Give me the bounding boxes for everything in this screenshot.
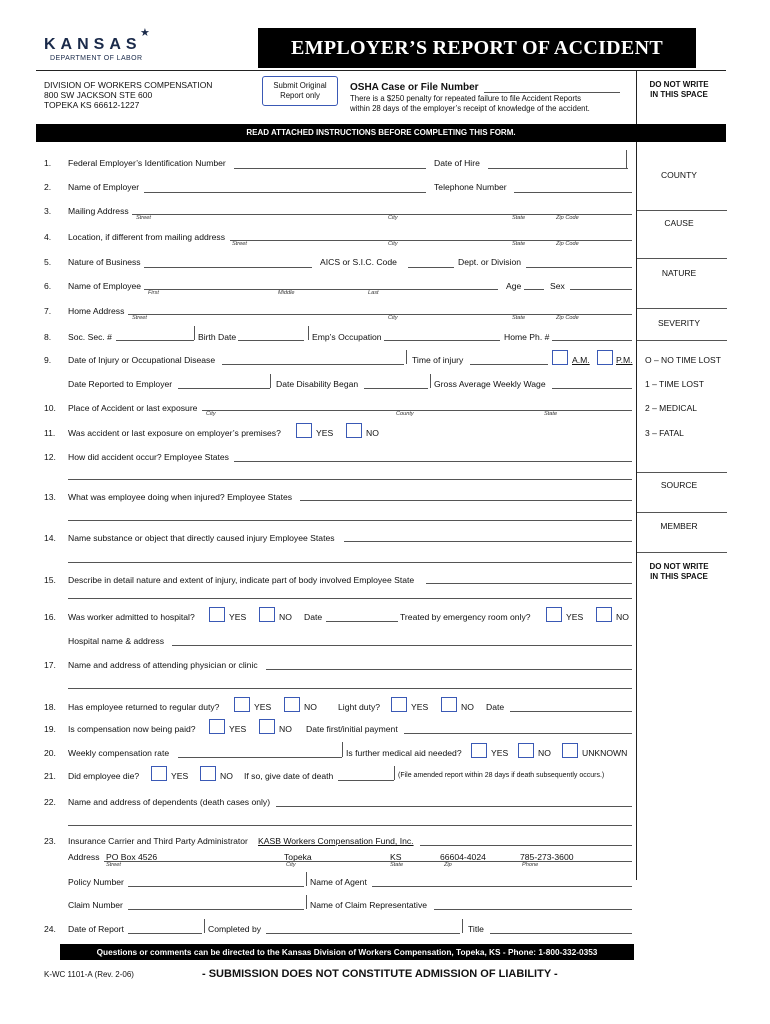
pm-checkbox[interactable] — [597, 350, 613, 365]
item-number: 4. — [44, 232, 52, 242]
item-number: 24. — [44, 924, 56, 934]
cause-label: CAUSE — [664, 218, 694, 228]
field-tick — [308, 326, 309, 340]
osha-label: OSHA Case or File Number — [350, 82, 479, 93]
item-number: 10. — [44, 403, 56, 413]
birth-date-label: Birth Date — [198, 332, 237, 342]
injury-description-label: Describe in detail nature and extent of injury, indicate part of body involved Employee State — [68, 575, 415, 585]
employee-died-label: Did employee die? — [68, 771, 140, 781]
carrier-zip-value: 66604-4024 — [440, 852, 486, 862]
telephone-label: Telephone Number — [434, 182, 507, 192]
yes-label: YES — [316, 428, 334, 438]
severity-label: SEVERITY — [657, 318, 701, 328]
employee-name-label: Name of Employee — [68, 281, 142, 291]
claim-number-label: Claim Number — [68, 900, 123, 910]
insurance-carrier-value: KASB Workers Compensation Fund, Inc. — [258, 836, 414, 846]
state-sublabel: State — [512, 215, 526, 221]
employer-name-label: Name of Employer — [68, 182, 140, 192]
substance-field-2[interactable] — [68, 562, 632, 563]
employee-doing-label: What was employee doing when injured? Employee States — [68, 492, 293, 502]
city-sublabel: City — [388, 215, 398, 221]
no-label: NO — [616, 612, 629, 622]
rc-divider — [637, 552, 727, 553]
medical-aid-unknown-checkbox[interactable] — [562, 743, 578, 758]
date-of-death-field[interactable] — [338, 780, 394, 781]
severity-code-1: 1 – TIME LOST — [645, 379, 704, 389]
state-sublabel: State — [512, 315, 526, 321]
regular-duty-yes-checkbox[interactable] — [234, 697, 250, 712]
no-label: NO — [366, 428, 379, 438]
item-number: 1. — [44, 158, 52, 168]
er-no-checkbox[interactable] — [596, 607, 612, 622]
substance-label: Name substance or object that directly caused injury Employee States — [68, 533, 335, 543]
hospital-admitted-label: Was worker admitted to hospital? — [68, 612, 195, 622]
hospital-date-field[interactable] — [326, 621, 398, 622]
form-title: EMPLOYER’S REPORT OF ACCIDENT — [258, 28, 696, 68]
county-sublabel: County — [396, 411, 414, 417]
field-tick — [430, 374, 431, 388]
sic-code-field[interactable] — [408, 267, 454, 268]
how-accident-field-2[interactable] — [68, 479, 632, 480]
ssn-label: Soc. Sec. # — [68, 332, 112, 342]
rc-divider — [637, 512, 727, 513]
street-sublabel: Street — [232, 241, 247, 247]
completed-by-label: Completed by — [208, 924, 262, 934]
osha-number-field[interactable] — [484, 92, 620, 93]
instructions-band: READ ATTACHED INSTRUCTIONS BEFORE COMPLETING THIS FORM. — [36, 124, 726, 142]
item-number: 8. — [44, 332, 52, 342]
item-number: 7. — [44, 306, 52, 316]
field-tick — [270, 374, 271, 388]
item-number: 13. — [44, 492, 56, 502]
date-of-report-field[interactable] — [128, 933, 202, 934]
first-payment-field[interactable] — [404, 733, 632, 734]
yes-label: YES — [229, 724, 247, 734]
age-field[interactable] — [524, 289, 544, 290]
division-address: DIVISION OF WORKERS COMPENSATION 800 SW JACKSON STE 600 TOPEKA KS 66612-1227 — [44, 80, 213, 110]
rc-divider — [637, 258, 727, 259]
died-yes-checkbox[interactable] — [151, 766, 167, 781]
city-sublabel: City — [206, 411, 216, 417]
occupation-field[interactable] — [384, 340, 500, 341]
osha-penalty-note: There is a $250 penalty for repeated failure to file Accident Reports within 28 days of the employer’s receipt of knowledge of the accident. — [350, 94, 590, 113]
hospital-date-label: Date — [304, 612, 323, 622]
sex-label: Sex — [550, 281, 565, 291]
physician-field-2[interactable] — [68, 688, 632, 689]
place-of-accident-field[interactable] — [202, 410, 632, 411]
sex-field[interactable] — [570, 289, 632, 290]
weekly-rate-field[interactable] — [178, 757, 342, 758]
employee-doing-field-2[interactable] — [68, 520, 632, 521]
hospital-yes-checkbox[interactable] — [209, 607, 225, 622]
yes-label: YES — [171, 771, 189, 781]
agent-name-field[interactable] — [372, 886, 632, 887]
middle-sublabel: Middle — [278, 290, 295, 296]
item-number: 15. — [44, 575, 56, 585]
claim-number-field[interactable] — [128, 909, 304, 910]
regular-duty-no-checkbox[interactable] — [284, 697, 300, 712]
item-number: 12. — [44, 452, 56, 462]
item-number: 18. — [44, 702, 56, 712]
compensation-no-checkbox[interactable] — [259, 719, 275, 734]
item-number: 22. — [44, 797, 56, 807]
right-column-divider — [636, 70, 637, 880]
do-not-write-bottom: DO NOT WRITE IN THIS SPACE — [649, 562, 709, 581]
item-number: 16. — [44, 612, 56, 622]
place-of-accident-label: Place of Accident or last exposure — [68, 403, 198, 413]
field-tick — [462, 919, 463, 933]
birth-date-field[interactable] — [238, 340, 304, 341]
date-of-hire-field[interactable] — [488, 168, 628, 169]
fein-label: Federal Employer’s Identification Number — [68, 158, 226, 168]
source-label: SOURCE — [660, 480, 698, 490]
kansas-logo: KANSAS — [44, 36, 142, 53]
hospital-no-checkbox[interactable] — [259, 607, 275, 622]
weekly-wage-field[interactable] — [552, 388, 632, 389]
telephone-field[interactable] — [514, 192, 632, 193]
time-of-injury-field[interactable] — [470, 364, 548, 365]
header-divider — [36, 70, 726, 71]
do-not-write-top: DO NOT WRITE IN THIS SPACE — [649, 80, 709, 99]
dept-division-label: Dept. or Division — [458, 257, 522, 267]
er-yes-checkbox[interactable] — [546, 607, 562, 622]
severity-code-3: 3 – FATAL — [645, 428, 684, 438]
item-number: 17. — [44, 660, 56, 670]
light-duty-yes-checkbox[interactable] — [391, 697, 407, 712]
nature-of-business-label: Nature of Business — [68, 257, 141, 267]
regular-duty-label: Has employee returned to regular duty? — [68, 702, 220, 712]
fein-field[interactable] — [234, 168, 426, 169]
mailing-address-label: Mailing Address — [68, 206, 129, 216]
submit-original-box: Submit Original Report only — [262, 76, 338, 106]
field-tick — [204, 919, 205, 933]
light-duty-label: Light duty? — [338, 702, 381, 712]
return-date-field[interactable] — [510, 711, 632, 712]
amended-report-note: (File amended report within 28 days if death subsequently occurs.) — [398, 772, 605, 779]
weekly-wage-label: Gross Average Weekly Wage — [434, 379, 546, 389]
carrier-address-field[interactable] — [104, 861, 632, 862]
rc-divider — [637, 340, 727, 341]
field-tick — [194, 326, 195, 340]
county-label: COUNTY — [661, 170, 697, 180]
injury-description-field[interactable] — [426, 583, 632, 584]
field-tick — [406, 350, 407, 364]
field-tick — [306, 872, 307, 886]
yes-label: YES — [491, 748, 509, 758]
return-date-label: Date — [486, 702, 505, 712]
star-icon: ★ — [140, 27, 150, 39]
no-label: NO — [279, 612, 292, 622]
nature-of-business-field[interactable] — [144, 267, 312, 268]
am-label: A.M. — [572, 355, 590, 365]
dept-division-field[interactable] — [526, 267, 632, 268]
item-number: 21. — [44, 771, 56, 781]
dependents-label: Name and address of dependents (death cases only) — [68, 797, 271, 807]
date-of-hire-label: Date of Hire — [434, 158, 480, 168]
weekly-rate-label: Weekly compensation rate — [68, 748, 170, 758]
no-label: NO — [220, 771, 233, 781]
zip-sublabel: Zip Code — [556, 315, 579, 321]
state-sublabel: State — [544, 411, 558, 417]
died-no-checkbox[interactable] — [200, 766, 216, 781]
last-sublabel: Last — [368, 290, 379, 296]
yes-label: YES — [229, 612, 247, 622]
city-sublabel: City — [388, 315, 398, 321]
department-name: DEPARTMENT OF LABOR — [50, 55, 143, 62]
premises-question: Was accident or last exposure on employer’s premises? — [68, 428, 281, 438]
city-sublabel: City — [388, 241, 398, 247]
item-number: 2. — [44, 182, 52, 192]
medical-aid-no-checkbox[interactable] — [518, 743, 534, 758]
completed-by-field[interactable] — [266, 933, 460, 934]
state-sublabel: State — [390, 862, 404, 868]
pm-label: P.M. — [616, 355, 633, 365]
zip-sublabel: Zip Code — [556, 215, 579, 221]
item-number: 3. — [44, 206, 52, 216]
item-number: 14. — [44, 533, 56, 543]
time-of-injury-label: Time of injury — [412, 355, 464, 365]
date-of-injury-label: Date of Injury or Occupational Disease — [68, 355, 216, 365]
field-tick — [626, 150, 627, 168]
title-label: Title — [468, 924, 484, 934]
home-phone-field[interactable] — [552, 340, 632, 341]
home-address-label: Home Address — [68, 306, 125, 316]
carrier-street-value: PO Box 4526 — [106, 852, 158, 862]
injury-description-field-2[interactable] — [68, 598, 632, 599]
date-disability-label: Date Disability Began — [276, 379, 359, 389]
policy-number-label: Policy Number — [68, 877, 124, 887]
how-accident-field[interactable] — [234, 461, 632, 462]
substance-field[interactable] — [344, 541, 632, 542]
dependents-field-2[interactable] — [68, 825, 632, 826]
no-label: NO — [279, 724, 292, 734]
carrier-phone-value: 785-273-3600 — [520, 852, 574, 862]
carrier-address-label: Address — [68, 852, 100, 862]
sic-code-label: AICS or S.I.C. Code — [320, 257, 397, 267]
severity-code-0: O – NO TIME LOST — [645, 355, 721, 365]
street-sublabel: Street — [106, 862, 121, 868]
item-number: 9. — [44, 355, 52, 365]
physician-field[interactable] — [266, 669, 632, 670]
yes-label: YES — [411, 702, 429, 712]
premises-no-checkbox[interactable] — [346, 423, 362, 438]
street-sublabel: Street — [136, 215, 151, 221]
premises-yes-checkbox[interactable] — [296, 423, 312, 438]
medical-aid-label: Is further medical aid needed? — [346, 748, 462, 758]
contact-band: Questions or comments can be directed to the Kansas Division of Workers Compensation, Topeka, KS - Phone: 1-800-332-0353 — [60, 944, 634, 960]
insurance-carrier-field[interactable] — [420, 845, 632, 846]
emergency-room-label: Treated by emergency room only? — [400, 612, 531, 622]
physician-label: Name and address of attending physician or clinic — [68, 660, 258, 670]
occupation-label: Emp’s Occupation — [312, 332, 382, 342]
no-label: NO — [538, 748, 551, 758]
phone-sublabel: Phone — [522, 862, 539, 868]
date-of-death-label: If so, give date of death — [244, 771, 334, 781]
employee-doing-field[interactable] — [300, 500, 632, 501]
city-sublabel: City — [286, 862, 296, 868]
policy-number-field[interactable] — [128, 886, 304, 887]
zip-sublabel: Zip Code — [556, 241, 579, 247]
insurance-carrier-label: Insurance Carrier and Third Party Administrator — [68, 836, 248, 846]
location-label: Location, if different from mailing address — [68, 232, 225, 242]
employee-name-field[interactable] — [144, 289, 498, 290]
member-label: MEMBER — [660, 521, 698, 531]
medical-aid-yes-checkbox[interactable] — [471, 743, 487, 758]
state-sublabel: State — [512, 241, 526, 247]
employer-name-field[interactable] — [144, 192, 426, 193]
agent-name-label: Name of Agent — [310, 877, 367, 887]
form-id: K-WC 1101-A (Rev. 2-06) — [44, 970, 134, 979]
yes-label: YES — [566, 612, 584, 622]
item-number: 6. — [44, 281, 52, 291]
item-number: 11. — [44, 428, 56, 438]
item-number: 5. — [44, 257, 52, 267]
item-number: 23. — [44, 836, 56, 846]
zip-sublabel: Zip — [444, 862, 452, 868]
item-number: 19. — [44, 724, 56, 734]
rc-divider — [637, 210, 727, 211]
title-field[interactable] — [490, 933, 632, 934]
street-sublabel: Street — [132, 315, 147, 321]
no-label: NO — [461, 702, 474, 712]
compensation-paid-label: Is compensation now being paid? — [68, 724, 196, 734]
date-of-injury-field[interactable] — [222, 364, 404, 365]
how-accident-label: How did accident occur? Employee States — [68, 452, 229, 462]
field-tick — [342, 742, 343, 757]
ssn-field[interactable] — [116, 340, 194, 341]
severity-code-2: 2 – MEDICAL — [645, 403, 697, 413]
light-duty-no-checkbox[interactable] — [441, 697, 457, 712]
item-number: 20. — [44, 748, 56, 758]
nature-label: NATURE — [661, 268, 697, 278]
rc-divider — [637, 472, 727, 473]
compensation-yes-checkbox[interactable] — [209, 719, 225, 734]
claim-rep-field[interactable] — [434, 909, 632, 910]
carrier-state-value: KS — [390, 852, 402, 862]
date-reported-label: Date Reported to Employer — [68, 379, 173, 389]
first-payment-label: Date first/initial payment — [306, 724, 398, 734]
am-checkbox[interactable] — [552, 350, 568, 365]
yes-label: YES — [254, 702, 272, 712]
unknown-label: UNKNOWN — [582, 748, 628, 758]
first-sublabel: First — [148, 290, 159, 296]
hospital-name-label: Hospital name & address — [68, 636, 165, 646]
field-tick — [394, 766, 395, 780]
home-phone-label: Home Ph. # — [504, 332, 550, 342]
hospital-name-field[interactable] — [172, 645, 632, 646]
carrier-city-value: Topeka — [284, 852, 312, 862]
age-label: Age — [506, 281, 522, 291]
no-label: NO — [304, 702, 317, 712]
rc-divider — [637, 308, 727, 309]
claim-rep-label: Name of Claim Representative — [310, 900, 428, 910]
liability-disclaimer: - SUBMISSION DOES NOT CONSTITUTE ADMISSION OF LIABILITY - — [202, 968, 558, 980]
dependents-field[interactable] — [276, 806, 632, 807]
date-reported-field[interactable] — [178, 388, 270, 389]
date-disability-field[interactable] — [364, 388, 428, 389]
date-of-report-label: Date of Report — [68, 924, 124, 934]
field-tick — [306, 895, 307, 909]
